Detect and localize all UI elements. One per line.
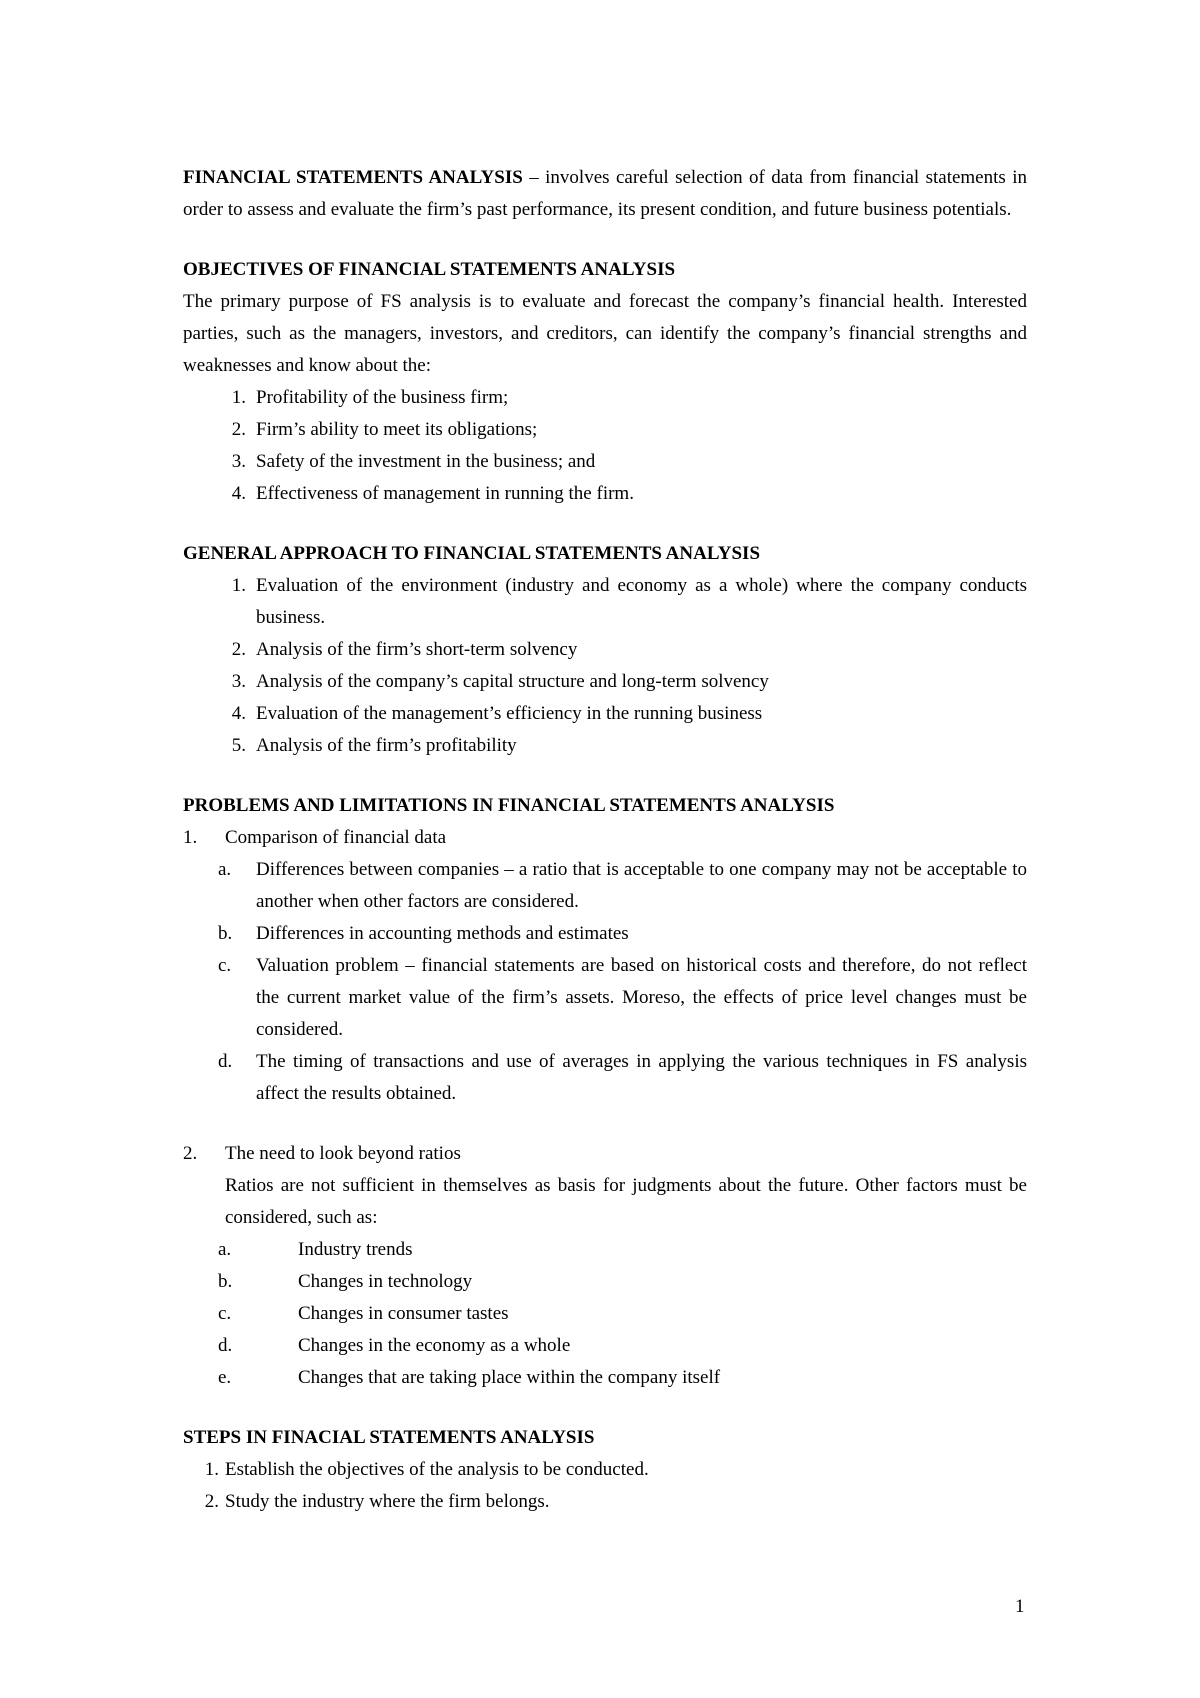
problems-heading: PROBLEMS AND LIMITATIONS IN FINANCIAL STATEMENTS ANALYSIS: [183, 795, 835, 816]
list-text: Changes in consumer tastes: [298, 1303, 509, 1324]
beyond-ratios-paragraph: Ratios are not sufficient in themselves as basis for judgments about the future. Other factors must be considered, such as:: [225, 1175, 1027, 1228]
document-page: [183, 162, 1027, 1518]
list-text: Changes in the economy as a whole: [298, 1335, 571, 1356]
list-text: Study the industry where the firm belongs.: [225, 1491, 550, 1512]
list-letter: a.: [218, 859, 232, 880]
intro-term: FINANCIAL STATEMENTS ANALYSIS: [183, 167, 523, 188]
intro-definition: – involves careful selection of data from financial statements in order to assess and evaluate the firm’s past performance, its present condition, and future business potentials.: [183, 167, 1027, 220]
list-number: 1.: [231, 387, 246, 408]
steps-list: [183, 1454, 1027, 1518]
objectives-heading: OBJECTIVES OF FINANCIAL STATEMENTS ANALYSIS: [183, 259, 676, 280]
list-item: [183, 382, 1027, 414]
list-item: [183, 634, 1027, 666]
list-text: Industry trends: [298, 1239, 413, 1260]
list-number: 2.: [231, 639, 246, 660]
list-number: 1.: [183, 827, 198, 848]
list-item: [183, 446, 1027, 478]
approach-list: [183, 570, 1027, 762]
steps-heading: STEPS IN FINACIAL STATEMENTS ANALYSIS: [183, 1427, 595, 1448]
problems-sublist-2: [183, 1234, 1027, 1394]
list-item: [183, 1046, 1027, 1110]
list-letter: a.: [218, 1239, 232, 1260]
approach-heading: GENERAL APPROACH TO FINANCIAL STATEMENTS ANALYSIS: [183, 543, 761, 564]
list-text: Differences in accounting methods and estimates: [256, 923, 629, 944]
list-letter: e.: [218, 1367, 232, 1388]
intro-paragraph: [183, 162, 1027, 226]
list-item: [183, 1454, 1027, 1486]
list-text: Establish the objectives of the analysis to be conducted.: [225, 1459, 649, 1480]
list-item: [183, 1298, 1027, 1330]
list-item: [183, 1234, 1027, 1266]
list-item: [183, 1138, 1027, 1170]
list-text: Changes in technology: [298, 1271, 473, 1292]
list-text: Analysis of the company’s capital structure and long-term solvency: [256, 671, 769, 692]
list-text: Profitability of the business firm;: [256, 387, 509, 408]
list-text: Evaluation of the management’s efficiency in the running business: [256, 703, 763, 724]
list-item: [183, 1266, 1027, 1298]
list-letter: b.: [218, 1271, 233, 1292]
list-text: Differences between companies – a ratio that is acceptable to one company may not be acceptable to another when other factors are considered.: [256, 859, 1027, 912]
list-item: [183, 918, 1027, 950]
list-item: [183, 570, 1027, 634]
list-number: 2.: [183, 1143, 198, 1164]
list-item: [183, 822, 1027, 854]
list-number: 4.: [231, 483, 246, 504]
list-text: Analysis of the firm’s profitability: [256, 735, 517, 756]
list-item: [183, 730, 1027, 762]
list-item: [183, 1330, 1027, 1362]
list-number: 5.: [231, 735, 246, 756]
list-text: Safety of the investment in the business; and: [256, 451, 596, 472]
list-number: 2.: [204, 1491, 219, 1512]
list-number: 1.: [204, 1459, 219, 1480]
list-number: 2.: [231, 419, 246, 440]
list-letter: c.: [218, 955, 232, 976]
list-letter: d.: [218, 1051, 233, 1072]
list-item: [183, 698, 1027, 730]
list-number: 1.: [231, 575, 246, 596]
list-text: Comparison of financial data: [225, 827, 447, 848]
list-letter: c.: [218, 1303, 232, 1324]
page-number: 1: [1015, 1596, 1025, 1617]
list-text: Evaluation of the environment (industry and economy as a whole) where the company conducts business.: [256, 575, 1027, 628]
list-text: Effectiveness of management in running the firm.: [256, 483, 634, 504]
list-number: 3.: [231, 671, 246, 692]
list-text: Valuation problem – financial statements are based on historical costs and therefore, do not reflect the current market value of the firm’s assets. Moreso, the effects of price level changes must be considered.: [256, 955, 1027, 1040]
list-letter: b.: [218, 923, 233, 944]
list-text: The need to look beyond ratios: [225, 1143, 461, 1164]
list-item: [183, 666, 1027, 698]
list-item: [183, 1362, 1027, 1394]
list-item: [183, 414, 1027, 446]
list-text: Analysis of the firm’s short-term solvency: [256, 639, 578, 660]
list-item: [183, 950, 1027, 1046]
list-item: [183, 854, 1027, 918]
objectives-paragraph: The primary purpose of FS analysis is to evaluate and forecast the company’s financial health. Interested parties, such as the managers, investors, and creditors, can identify the company’s financial strengths and weaknesses and know about the:: [183, 291, 1027, 376]
objectives-list: [183, 382, 1027, 510]
list-text: The timing of transactions and use of averages in applying the various techniques in FS analysis affect the results obtained.: [256, 1051, 1027, 1104]
list-item: [183, 478, 1027, 510]
list-letter: d.: [218, 1335, 233, 1356]
list-text: Changes that are taking place within the company itself: [298, 1367, 721, 1388]
list-number: 4.: [231, 703, 246, 724]
list-item: [183, 1486, 1027, 1518]
problems-sublist-1: [183, 854, 1027, 1110]
list-text: Firm’s ability to meet its obligations;: [256, 419, 538, 440]
list-number: 3.: [231, 451, 246, 472]
